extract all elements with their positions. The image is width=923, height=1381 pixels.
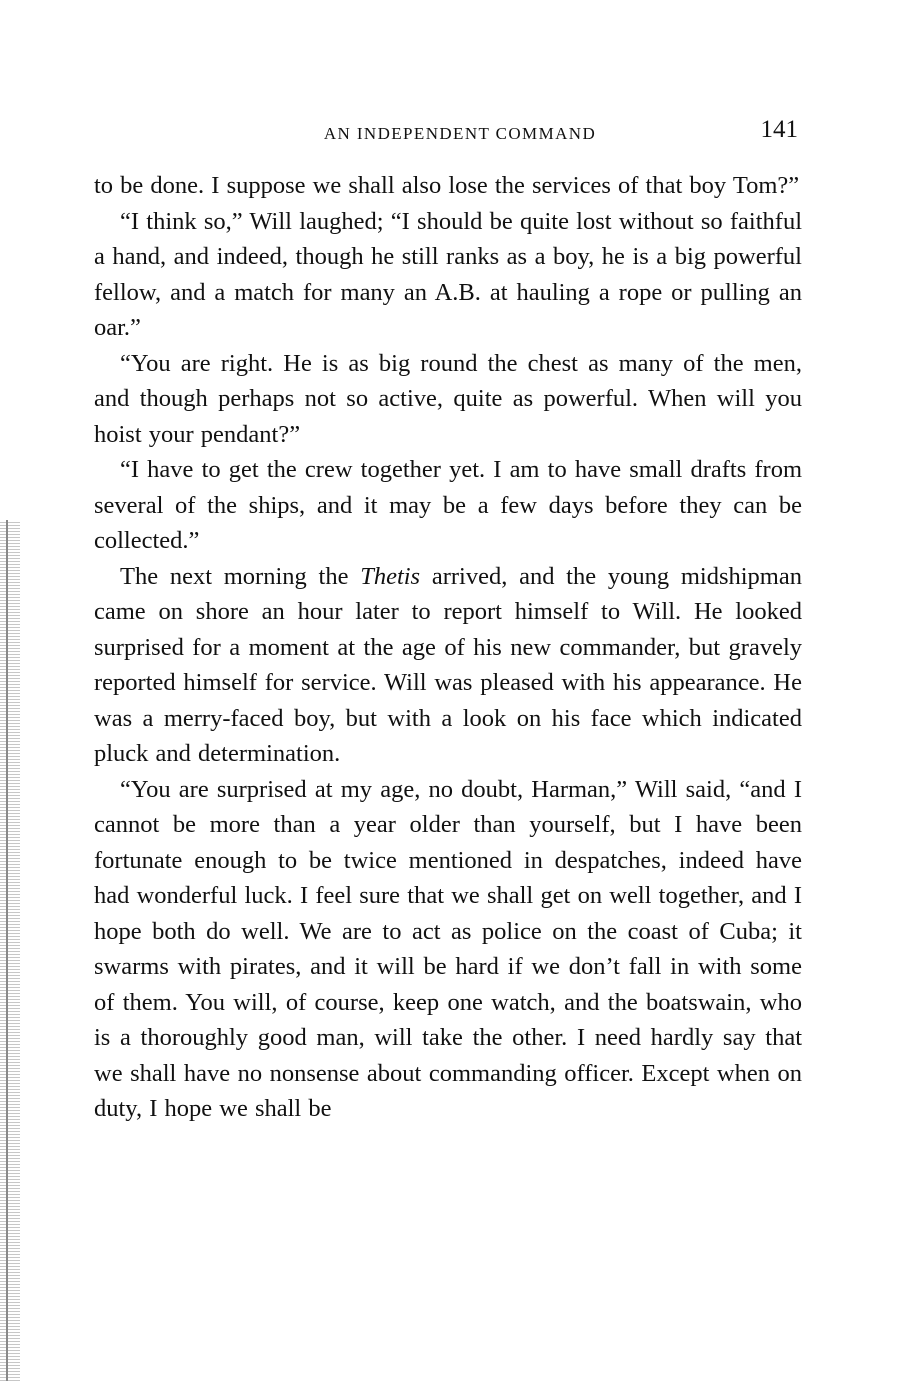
ship-name: Thetis bbox=[360, 562, 421, 590]
paragraph-text: The next morning the bbox=[120, 562, 361, 590]
running-title: AN INDEPENDENT COMMAND bbox=[323, 124, 597, 143]
paragraph-continuation: to be done. I suppose we shall also lose the services of that boy Tom?” bbox=[94, 172, 800, 199]
running-head bbox=[96, 116, 798, 156]
page-edge-shadow bbox=[0, 520, 20, 1381]
paragraph bbox=[94, 559, 802, 772]
paragraph: “You are surprised at my age, no doubt, Harman,” Will said, “and I cannot be more than a year older than yourself, but I have been fortunate enough to be twice mentioned in despatches, indeed have had wonderful luck. I feel sure that we shall get on well together, and I hope both do well. We are to act as police on the coast of Cuba; it swarms with pirates, and it will be hard if we don’t fall in with some of them. You will, of course, keep one watch, and the boatswain, who is a thoroughly good man, will take the other. I need hardly say that we shall have no nonsense about commanding officer. Except when on duty, I hope we shall be bbox=[94, 775, 802, 1122]
body-text bbox=[94, 168, 802, 1127]
page-number: 141 bbox=[760, 116, 798, 143]
paragraph: “I have to get the crew together yet. I am to have small drafts from several of the ships, and it may be a few days before they can be collected.” bbox=[94, 456, 802, 554]
paragraph: “You are right. He is as big round the chest as many of the men, and though perhaps not so active, quite as powerful. When will you hoist your pendant?” bbox=[94, 349, 802, 448]
paragraph: “I think so,” Will laughed; “I should be quite lost without so faithful a hand, and indeed, though he still ranks as a boy, he is a big powerful fellow, and a match for many an A.B. at hauling a rope or pulling an oar.” bbox=[94, 207, 802, 341]
paragraph-text: arrived, and the young midshipman came on shore an hour later to report himself to Will. He looked surprised for a moment at the age of his new commander, but gravely reported himself for service. Will was pleased with his appearance. He was a merry-faced boy, but with a look on his face which indicated pluck and determination. bbox=[94, 562, 802, 767]
